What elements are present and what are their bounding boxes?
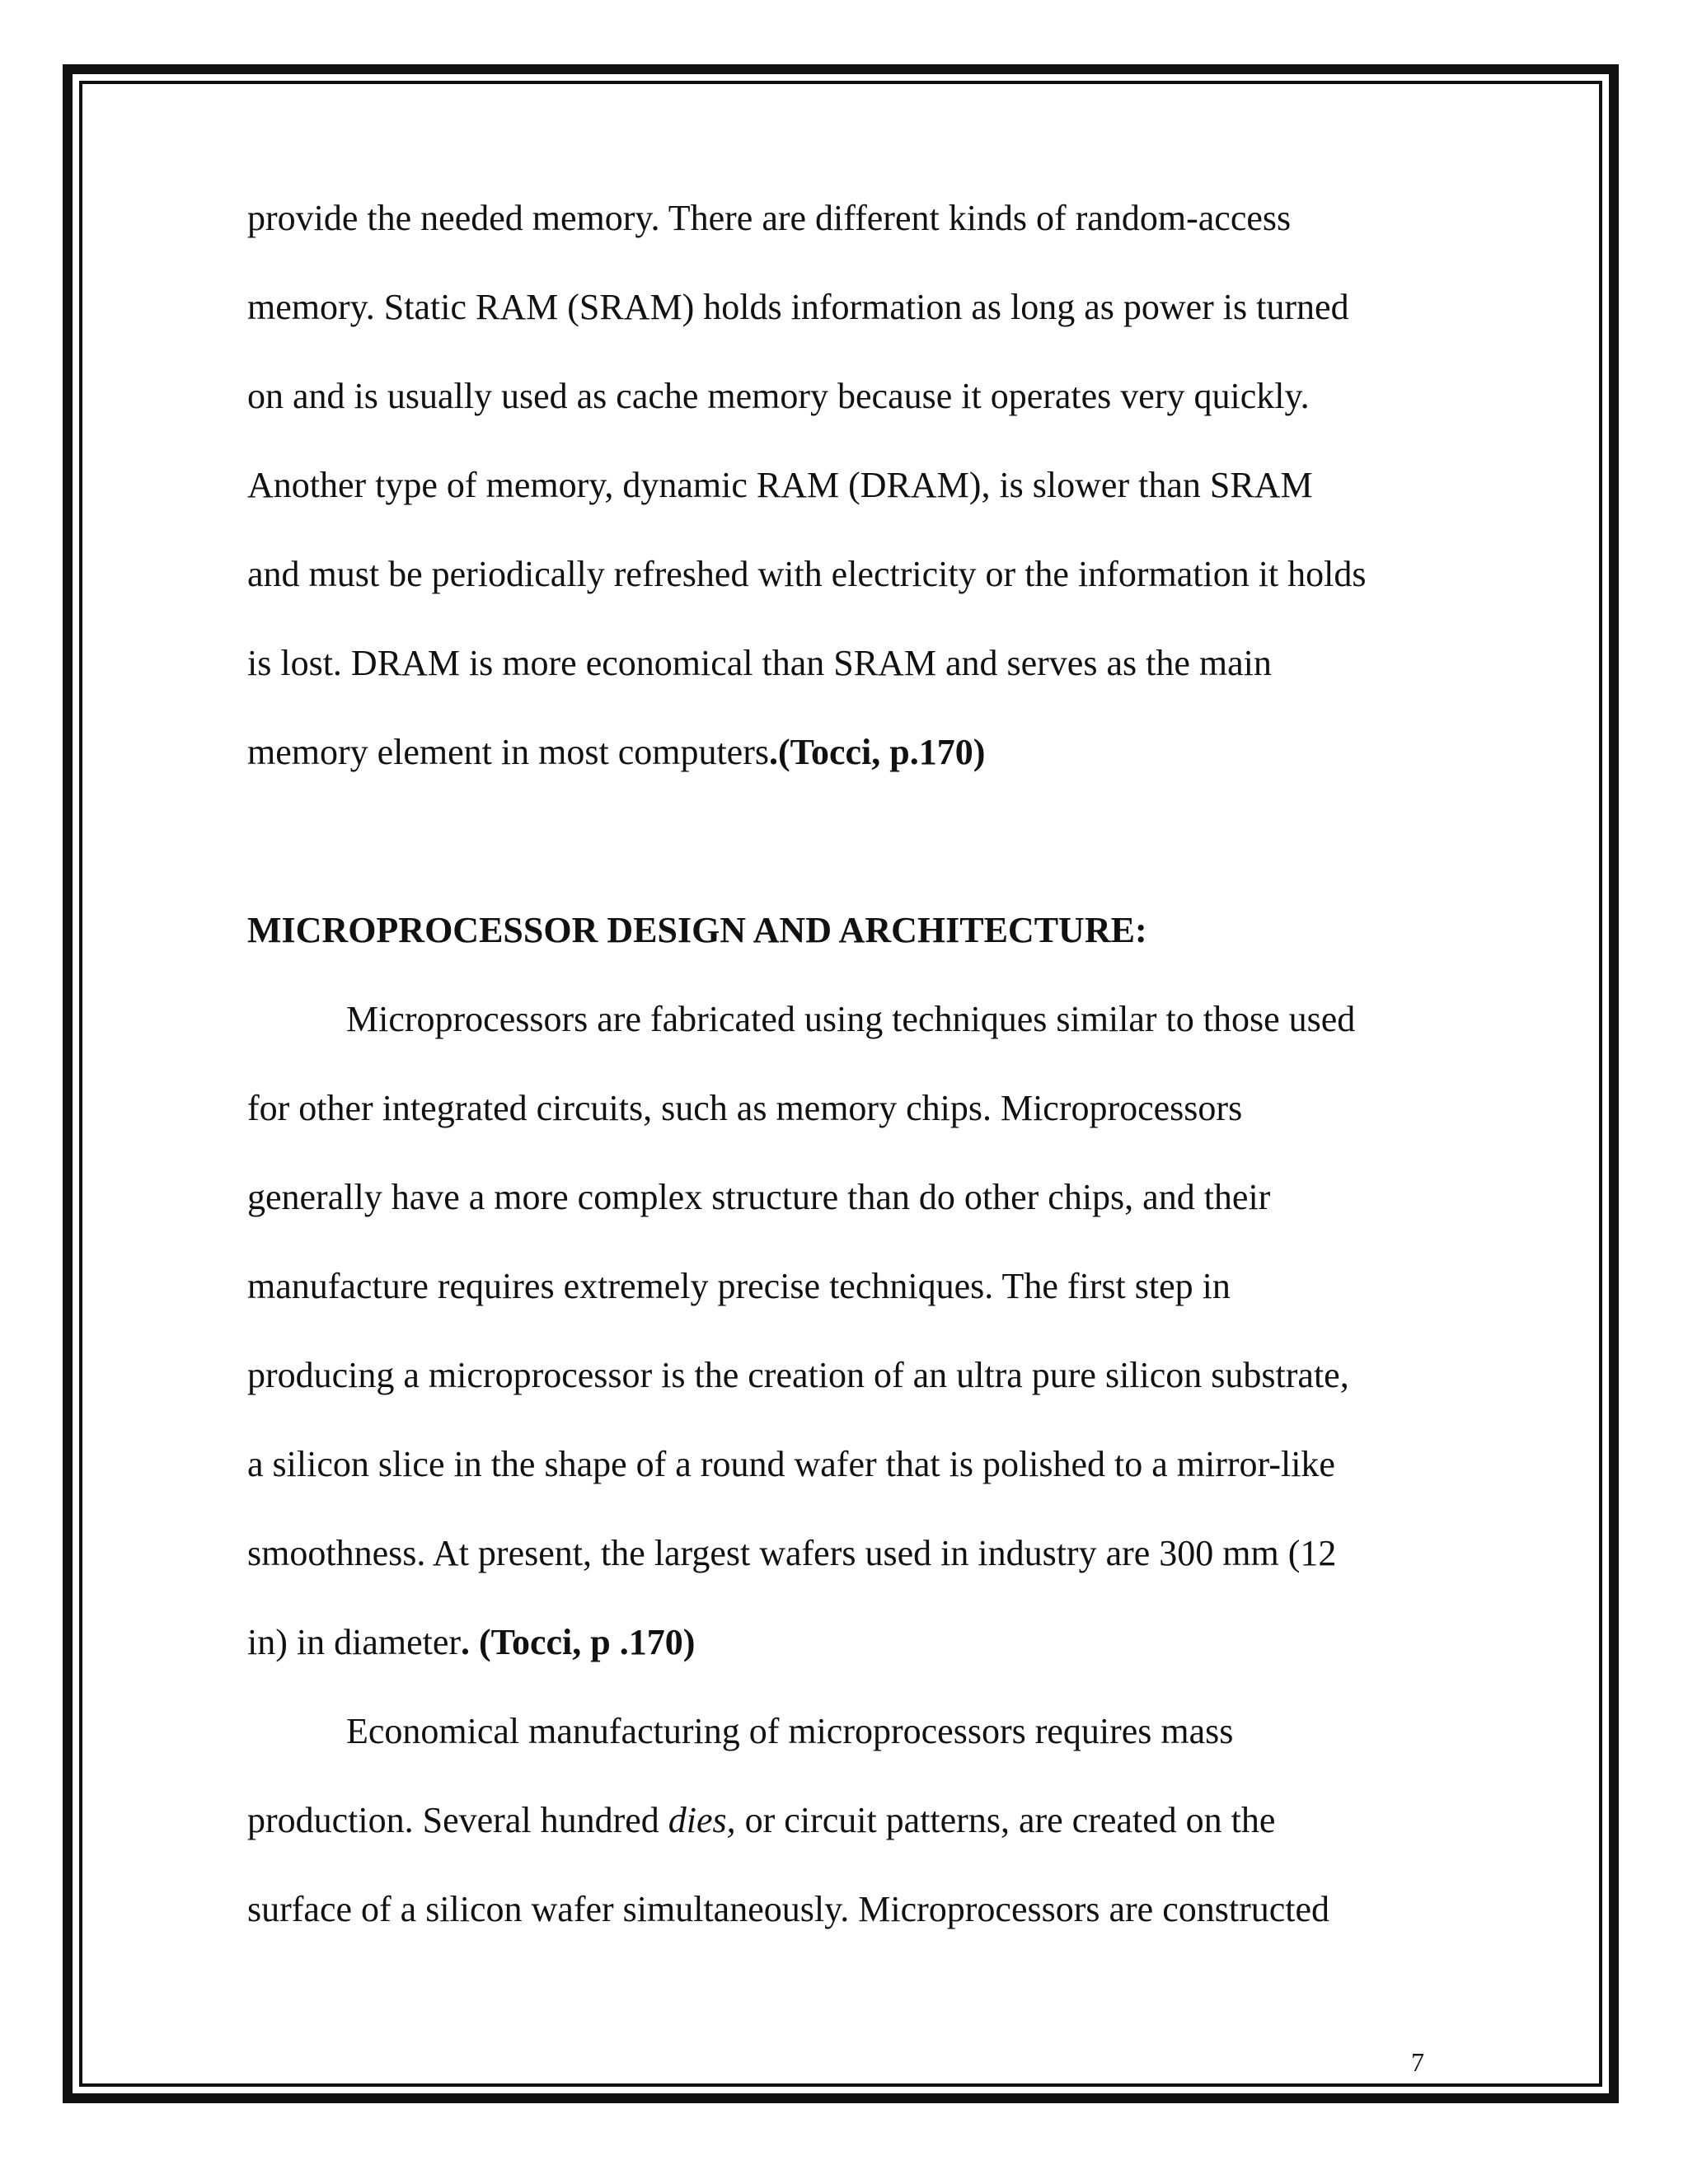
text-line: provide the needed memory. There are different kinds of random-access bbox=[247, 198, 1292, 238]
paragraph-ram-types bbox=[247, 185, 1451, 808]
text-line: on and is usually used as cache memory because it operates very quickly. bbox=[247, 376, 1310, 416]
text-line: manufacture requires extremely precise techniques. The first step in bbox=[247, 1266, 1231, 1306]
blank-line bbox=[247, 808, 1451, 898]
text-line: smoothness. At present, the largest wafers used in industry are 300 mm (12 bbox=[247, 1533, 1337, 1573]
document-body bbox=[247, 185, 1451, 1966]
paragraph-mass-production bbox=[247, 1699, 1451, 1966]
text-line: is lost. DRAM is more economical than SRAM and serves as the main bbox=[247, 643, 1272, 683]
text-line: a silicon slice in the shape of a round wafer that is polished to a mirror-like bbox=[247, 1444, 1335, 1484]
text-line: Another type of memory, dynamic RAM (DRAM), is slower than SRAM bbox=[247, 465, 1313, 505]
text-line: generally have a more complex structure than do other chips, and their bbox=[247, 1177, 1271, 1217]
text-line bbox=[247, 1610, 1451, 1699]
emphasis: dies, bbox=[668, 1800, 736, 1840]
section-heading: MICROPROCESSOR DESIGN AND ARCHITECTURE: bbox=[247, 910, 1147, 950]
text-line: for other integrated circuits, such as memory chips. Microprocessors bbox=[247, 1088, 1243, 1128]
text-segment: in) in diameter bbox=[247, 1622, 462, 1662]
text-segment: or circuit patterns, are created on the bbox=[735, 1800, 1276, 1840]
text-line: and must be periodically refreshed with electricity or the information it holds bbox=[247, 554, 1367, 594]
paragraph-fabrication bbox=[247, 987, 1451, 1699]
text-segment: production. Several hundred bbox=[247, 1800, 668, 1840]
citation: .(Tocci, p.170) bbox=[768, 732, 986, 772]
text-line bbox=[247, 719, 1451, 808]
text-line: producing a microprocessor is the creation of an ultra pure silicon substrate, bbox=[247, 1355, 1349, 1395]
text-segment: memory element in most computers bbox=[247, 732, 769, 772]
text-line: Economical manufacturing of microprocessors requires mass bbox=[346, 1711, 1234, 1751]
text-line: memory. Static RAM (SRAM) holds information as long as power is turned bbox=[247, 287, 1349, 327]
page-number: 7 bbox=[1411, 2047, 1424, 2077]
text-line: Microprocessors are fabricated using techniques similar to those used bbox=[346, 999, 1356, 1039]
text-line: surface of a silicon wafer simultaneously. Microprocessors are constructed bbox=[247, 1889, 1330, 1929]
citation: . (Tocci, p .170) bbox=[461, 1622, 696, 1662]
text-line bbox=[247, 1788, 1451, 1877]
